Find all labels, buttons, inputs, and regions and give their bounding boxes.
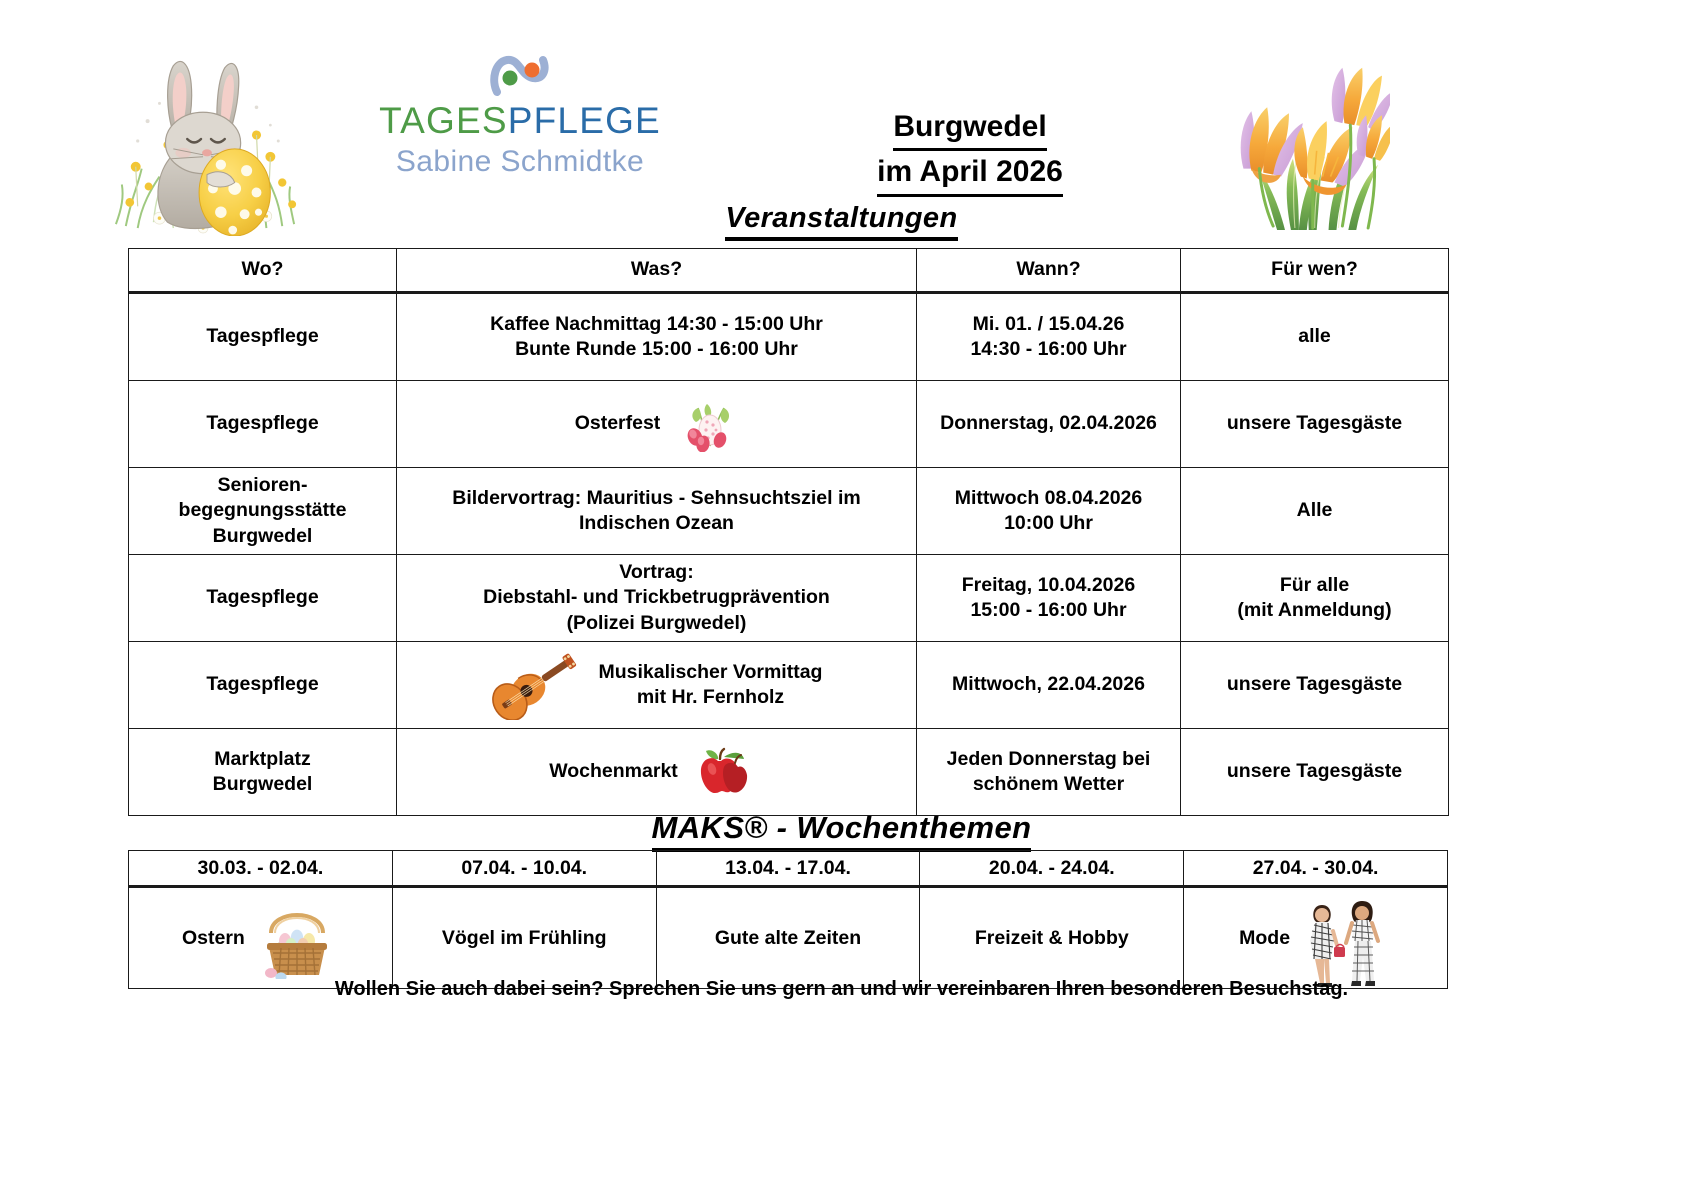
cell-wann: Freitag, 10.04.2026 15:00 - 16:00 Uhr [917, 555, 1181, 642]
cell-wen: Für alle (mit Anmeldung) [1181, 555, 1449, 642]
maks-week-range: 07.04. - 10.04. [392, 851, 656, 887]
acoustic-guitar-icon [491, 650, 583, 720]
brand-name-part1: TAGES [379, 100, 508, 141]
document-title [820, 106, 1120, 197]
cell-wo: Tagespflege [129, 642, 397, 729]
maks-theme-label: Freizeit & Hobby [974, 926, 1129, 949]
page-header [0, 0, 1683, 210]
maks-theme-label: Ostern [181, 926, 245, 949]
table-row [129, 555, 1449, 642]
maks-theme-cell [1184, 887, 1448, 989]
cell-wo: Senioren- begegnungsstätte Burgwedel [129, 468, 397, 555]
maks-theme-label: Vögel im Frühling [441, 926, 607, 949]
column-header-wann: Wann? [917, 249, 1181, 293]
cell-wo: Tagespflege [129, 293, 397, 381]
cell-was [397, 729, 917, 816]
maks-section-heading [0, 810, 1683, 852]
easter-egg-bouquet-icon [676, 396, 738, 452]
maks-theme-cell [920, 887, 1184, 989]
maks-theme-row [129, 887, 1448, 989]
maks-week-range: 30.03. - 02.04. [129, 851, 393, 887]
cell-was [397, 642, 917, 729]
maks-week-range: 27.04. - 30.04. [1184, 851, 1448, 887]
brand-name-part2: PFLEGE [507, 100, 661, 141]
table-row [129, 642, 1449, 729]
cell-wen: unsere Tagesgäste [1181, 381, 1449, 468]
cell-wo: Marktplatz Burgwedel [129, 729, 397, 816]
cell-wen: unsere Tagesgäste [1181, 642, 1449, 729]
red-apples-icon [694, 747, 764, 797]
column-header-wo: Wo? [129, 249, 397, 293]
events-table-header-row [129, 249, 1449, 293]
maks-heading-text: MAKS® - Wochenthemen [652, 810, 1032, 852]
table-row [129, 381, 1449, 468]
cell-was: Kaffee Nachmittag 14:30 - 15:00 Uhr Bunte Runde 15:00 - 16:00 Uhr [397, 293, 917, 381]
table-row [129, 729, 1449, 816]
events-table [128, 248, 1449, 816]
cell-wann: Mittwoch, 22.04.2026 [917, 642, 1181, 729]
fashion-models-icon [1300, 889, 1392, 987]
cell-wen: alle [1181, 293, 1449, 381]
events-table-wrapper [128, 248, 1448, 816]
events-heading-text: Veranstaltungen [725, 202, 957, 241]
cell-was [397, 381, 917, 468]
maks-table-wrapper [128, 850, 1448, 989]
cell-was: Bildervortrag: Mauritius - Sehnsuchtsziel im Indischen Ozean [397, 468, 917, 555]
easter-basket-icon [255, 897, 339, 979]
maks-table [128, 850, 1448, 989]
cell-was: Vortrag: Diebstahl- und Trickbetrugprävention (Polizei Burgwedel) [397, 555, 917, 642]
events-section-heading [0, 202, 1683, 241]
maks-table-header-row [129, 851, 1448, 887]
cell-wann: Donnerstag, 02.04.2026 [917, 381, 1181, 468]
cell-wann: Mi. 01. / 15.04.26 14:30 - 16:00 Uhr [917, 293, 1181, 381]
cell-wen: Alle [1181, 468, 1449, 555]
cell-wo: Tagespflege [129, 381, 397, 468]
infinity-wave-logo-icon [489, 52, 551, 98]
maks-week-range: 13.04. - 17.04. [656, 851, 920, 887]
cell-was-text: Osterfest [574, 412, 661, 435]
maks-theme-cell [129, 887, 393, 989]
brand-name [345, 102, 695, 141]
maks-theme-cell [392, 887, 656, 989]
cell-wen: unsere Tagesgäste [1181, 729, 1449, 816]
title-location: Burgwedel [893, 106, 1046, 151]
title-period: im April 2026 [877, 151, 1063, 196]
cell-wo: Tagespflege [129, 555, 397, 642]
maks-theme-label: Mode [1239, 926, 1291, 949]
cell-was-text: Wochenmarkt [549, 760, 678, 783]
cell-wann: Jeden Donnerstag bei schönem Wetter [917, 729, 1181, 816]
column-header-was: Was? [397, 249, 917, 293]
cell-was-text: Musikalischer Vormittag mit Hr. Fernholz [598, 660, 823, 708]
footer-note: Wollen Sie auch dabei sein? Sprechen Sie uns gern an und wir vereinbaren Ihren besonderen Besuchstag. [334, 978, 1349, 1000]
maks-theme-label: Gute alte Zeiten [714, 926, 862, 949]
cell-wann: Mittwoch 08.04.2026 10:00 Uhr [917, 468, 1181, 555]
column-header-wen: Für wen? [1181, 249, 1449, 293]
table-row [129, 468, 1449, 555]
maks-week-range: 20.04. - 24.04. [920, 851, 1184, 887]
brand-block [345, 52, 695, 179]
brand-subtitle: Sabine Schmidtke [395, 144, 645, 178]
table-row [129, 293, 1449, 381]
maks-theme-cell [656, 887, 920, 989]
